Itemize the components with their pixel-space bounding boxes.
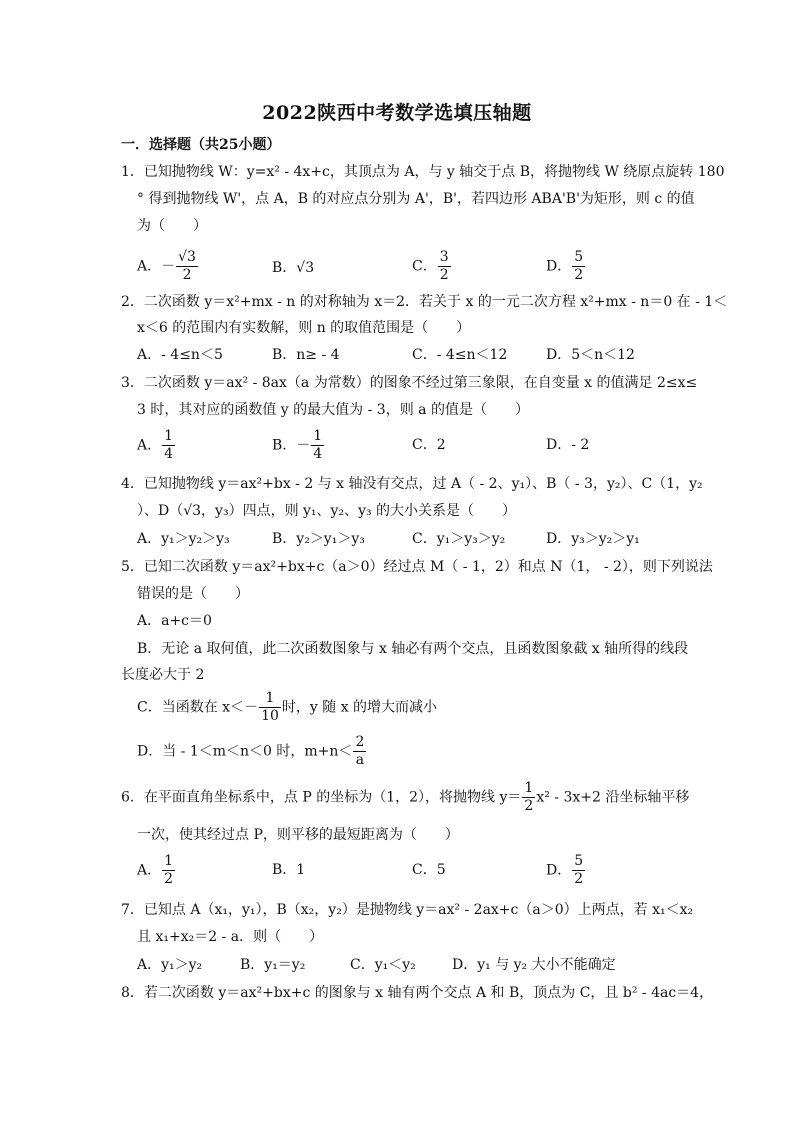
- fraction: $\frac{5}{2}$: [574, 853, 584, 887]
- q8-line-1: 8．若二次函数 y＝ax²+bx+c 的图象与 x 轴有两个交点 A 和 B，顶点为 C，且 b² - 4ac＝4，: [121, 985, 714, 1001]
- q7-option-d: D．y₁ 与 y₂ 大小不能确定: [452, 957, 616, 973]
- fraction: $\frac{1}{4}$: [164, 428, 174, 462]
- q4-line-1: 4．已知抛物线 y＝ax²+bx - 2 与 x 轴没有交点，过 A（ - 2、y₁）、B（ - 3，y₂）、C（1，y₂: [121, 476, 703, 492]
- q5-line-1: 5．已知二次函数 y＝ax²+bx+c（a＞0）经过点 M（ - 1，2）和点 N（1， - 2），则下列说法: [121, 559, 713, 575]
- q1-line-1: 1．已知抛物线 W：y=x² - 4x+c，其顶点为 A，与 y 轴交于点 B，将抛物线 W 绕原点旋转 180: [121, 164, 725, 180]
- q5-option-c: C．当函数在 x＜－ $\frac{1}{10}$ 时，y 随 x 的增大而减小: [137, 690, 438, 724]
- section-heading: 一．选择题（共25小题）: [121, 137, 281, 153]
- q2-option-b: B．n≥ - 4: [272, 347, 340, 363]
- q2-option-c: C．- 4≤n＜12: [412, 347, 508, 363]
- fraction: $\frac{5}{2}$: [574, 249, 584, 283]
- q3-option-c: C．2: [412, 437, 446, 453]
- fraction: $\frac{1}{4}$: [313, 428, 323, 462]
- q7-line-2: 且 x₁+x₂＝2 - a．则（ ）: [137, 929, 324, 945]
- q5-line-2: 错误的是（ ）: [137, 586, 249, 602]
- q6-line-1: 6．在平面直角坐标系中，点 P 的坐标为（1，2），将抛物线 y＝ $\frac{1}{2}$ x² - 3x+2 沿坐标轴平移: [121, 780, 690, 814]
- q5-option-a: A．a+c＝0: [137, 613, 212, 629]
- fraction: $\frac{2}{a}$: [355, 734, 365, 768]
- q4-line-2: ）、D（√3，y₃）四点，则 y₁、y₂、y₃ 的大小关系是（ ）: [137, 503, 517, 519]
- q2-line-2: x＜6 的范围内有实数解，则 n 的取值范围是（ ）: [137, 320, 471, 336]
- q6-option-b: B．1: [272, 862, 306, 878]
- q3-line-2: 3 时，其对应的函数值 y 的最大值为 - 3，则 a 的值是（ ）: [137, 402, 529, 418]
- fraction: $\frac{1}{2}$: [524, 780, 534, 814]
- q7-option-b: B．y₁＝y₂: [240, 957, 306, 973]
- q1-option-d: D． $\frac{5}{2}$: [546, 249, 584, 283]
- q1-line-3: 为（ ）: [137, 218, 207, 234]
- q2-line-1: 2．二次函数 y＝x²+mx - n 的对称轴为 x＝2．若关于 x 的一元二次方程 x²+mx - n＝0 在 - 1＜: [121, 294, 728, 310]
- q3-option-d: D．- 2: [546, 437, 590, 453]
- q6-option-d: D． $\frac{5}{2}$: [546, 853, 584, 887]
- q7-line-1: 7．已知点 A（x₁，y₁），B（x₂，y₂）是抛物线 y＝ax² - 2ax+c（a＞0）上两点，若 x₁＜x₂: [121, 902, 694, 918]
- q6-option-c: C．5: [412, 862, 446, 878]
- fraction: $\frac{1}{10}$: [261, 690, 279, 724]
- q3-option-a: A． $\frac{1}{4}$: [137, 428, 174, 462]
- q1-option-c: C． $\frac{3}{2}$: [412, 249, 449, 283]
- q5-option-d: D．当 - 1＜m＜n＜0 时，m+n＜ $\frac{2}{a}$: [137, 734, 365, 768]
- q4-option-a: A．y₁＞y₂＞y₃: [137, 531, 230, 547]
- q1-line-2: ° 得到抛物线 W'，点 A，B 的对应点分别为 A'，B'，若四边形 ABA'B'为矩形，则 c 的值: [137, 191, 695, 207]
- page-title: 2022陕西中考数学选填压轴题: [262, 102, 532, 124]
- q3-option-b: B．－ $\frac{1}{4}$: [272, 428, 323, 462]
- q7-option-a: A．y₁＞y₂: [137, 957, 203, 973]
- fraction: $\frac{3}{2}$: [439, 249, 449, 283]
- fraction: $\frac{√3}{2}$: [178, 249, 196, 283]
- q5-option-b: B．无论 a 取何值，此二次函数图象与 x 轴必有两个交点，且函数图象截 x 轴所得的线段: [137, 641, 689, 657]
- q1-option-a: A．－ $\frac{√3}{2}$: [137, 249, 196, 283]
- q4-option-c: C．y₁＞y₃＞y₂: [412, 531, 506, 547]
- q4-option-b: B．y₂＞y₁＞y₃: [272, 531, 365, 547]
- q1-option-b: B．√3: [272, 260, 315, 276]
- q6-option-a: A． $\frac{1}{2}$: [137, 853, 174, 887]
- q5-option-b-cont: 长度必大于 2: [121, 667, 205, 683]
- fraction: $\frac{1}{2}$: [164, 853, 174, 887]
- q2-option-d: D．5＜n＜12: [546, 347, 635, 363]
- q7-option-c: C．y₁＜y₂: [350, 957, 416, 973]
- q3-line-1: 3．二次函数 y＝ax² - 8ax（a 为常数）的图象不经过第三象限，在自变量 x 的值满足 2≤x≤: [121, 375, 698, 391]
- q2-option-a: A．- 4≤n＜5: [137, 347, 223, 363]
- q4-option-d: D．y₃＞y₂＞y₁: [546, 531, 640, 547]
- q6-line-2: 一次，使其经过点 P，则平移的最短距离为（ ）: [137, 827, 459, 843]
